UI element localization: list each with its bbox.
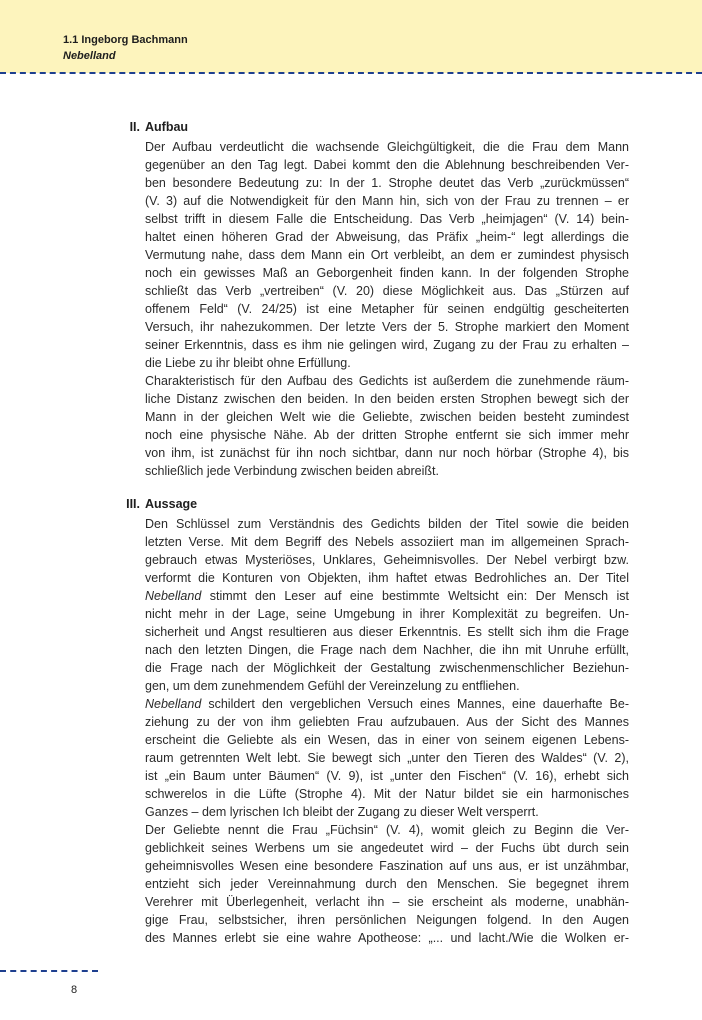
text-line: Vermutung nahe, dass dem Mann ein Ort verbleibt, an dem er zumindest physisch	[145, 248, 629, 262]
text-line: sicherheit und Angst resultieren aus dieser Erkenntnis. Es stellt sich ihm die Frage	[145, 625, 629, 639]
text-line: erscheint die Geliebte als ein Wesen, das in einer von seinem eigenen Lebens-	[145, 733, 629, 747]
text-line: von ihm, ist zunächst für ihn noch sichtbar, dann nur noch hörbar (Strophe 4), bis	[145, 446, 629, 460]
text-line: gige Frau, selbstsicher, ihren persönlichen Neigungen folgend. In den Augen	[145, 913, 629, 927]
text-line: geheimnisvolles Wesen eine besondere Faszination auf uns aus, er ist unzähmbar,	[145, 859, 629, 873]
text-line: die Liebe zu ihr bleibt ohne Erfüllung.	[145, 356, 351, 370]
italic-title: Nebelland	[145, 697, 202, 711]
text-line: Den Schlüssel zum Verständnis des Gedichts bilden der Titel sowie die beiden	[145, 517, 629, 531]
text-line: ziehung zu der von ihm geliebten Frau aufzubauen. Aus der Sicht des Mannes	[145, 715, 629, 729]
text-fragment: schildert den vergeblichen Versuch eines Mannes, eine dauerhafte Be-	[201, 697, 629, 711]
text-line: ben besondere Bedeutung zu: In der 1. Strophe deutet das Verb „zurückmüssen“	[145, 176, 629, 190]
text-line: Ganzes – dem lyrischen Ich bleibt der Zugang zu dieser Welt versperrt.	[145, 805, 539, 819]
text-line: Charakteristisch für den Aufbau des Gedichts ist außerdem die zunehmende räum-	[145, 374, 629, 388]
text-line: gebrauch etwas Mysteriöses, Unklares, Geheimnisvolles. Der Nebel verbirgt bzw.	[145, 553, 629, 567]
text-line: letzten Verse. Mit dem Begriff des Nebels assoziiert man im allgemeinen Sprach-	[145, 535, 629, 549]
text-line: selbst trifft in diesem Falle die Entscheidung. Das Verb „heimjagen“ (V. 14) bein-	[145, 212, 629, 226]
text-line: haltet einen höheren Grad der Abweisung, das Präfix „heim-“ legt allerdings die	[145, 230, 629, 244]
text-line: verformt die Konturen von Objekten, ihm haftet etwas Bedrohliches an. Der Titel	[145, 571, 629, 585]
chapter-label: 1.1 Ingeborg Bachmann	[63, 34, 188, 46]
text-line: des Mannes erlebt sie eine wahre Apotheose: „... und lacht./Wie die Wolken er-	[145, 931, 629, 945]
text-line: liche Distanz zwischen den beiden. In den beiden ersten Strophen bewegt sich der	[145, 392, 629, 406]
text-line: die Frage nach der Möglichkeit der Gestaltung zwischenmenschlicher Beziehun-	[145, 661, 629, 675]
text-line: ist „ein Baum unter Bäumen“ (V. 9), ist „unter den Fischen“ (V. 16), erhebt sich	[145, 769, 629, 783]
text-line: geblichkeit seines Werbens um sie angedeutet wird – der Fuchs übt durch sein	[145, 841, 629, 855]
text-line: gen, um dem zunehmendem Gefühl der Vereinzelung zu entfliehen.	[145, 679, 520, 693]
section-title: Aufbau	[145, 120, 189, 134]
text-line: noch ein gewisses Maß an Geborgenheit finden kann. In der folgenden Strophe	[145, 266, 629, 280]
section-title: Aussage	[145, 497, 198, 511]
header-divider	[0, 72, 702, 74]
footer-divider	[0, 970, 98, 972]
section-number: II.	[129, 120, 140, 134]
text-line: Versuch, ihr nahezukommen. Der letzte Vers der 5. Strophe markiert den Moment	[145, 320, 629, 334]
text-line: entzieht sich jeder Vereinnahmung durch den Menschen. Sie begegnet ihrem	[145, 877, 629, 891]
text-line: Der Geliebte nennt die Frau „Füchsin“ (V. 4), womit gleich zu Beginn die Ver-	[145, 823, 629, 837]
italic-title: Nebelland	[145, 589, 202, 603]
text-line: offenem Feld“ (V. 24/25) ist eine Metapher für seinen endgültig gescheiterten	[145, 302, 629, 316]
text-line: gegenüber an den Tag legt. Dabei kommt den die Ablehnung beschreibenden Ver-	[145, 158, 629, 172]
section-number: III.	[126, 497, 140, 511]
page-header	[0, 0, 702, 73]
text-line: Der Aufbau verdeutlicht die wachsende Gleichgültigkeit, die die Frau dem Mann	[145, 140, 629, 154]
text-fragment: stimmt den Leser auf eine bestimmte Weltsicht ein: Der Mensch ist	[201, 589, 629, 603]
text-line: Mann in der gleichen Welt wie die Geliebte, zwischen beiden besteht zumindest	[145, 410, 629, 424]
text-line: schließt das Verb „vertreiben“ (V. 20) diese Möglichkeit aus. Das „Stürzen auf	[145, 284, 629, 298]
text-line: noch eine physische Nähe. Ab der dritten Strophe entfernt sie sich immer mehr	[145, 428, 629, 442]
text-line: schließlich jede Verbindung zwischen beiden abreißt.	[145, 464, 439, 478]
text-line: schwerelos in die Lüfte (Strophe 4). Mit der Natur bildet sie ein harmonisches	[145, 787, 629, 801]
text-line: Verehrer mit Überlegenheit, verlacht ihn – sie erscheint als moderne, unabhän-	[145, 895, 629, 909]
text-line	[145, 695, 629, 713]
text-line: raum getrennten Welt lebt. Sie bewegt sich „unter den Tieren des Waldes“ (V. 2),	[145, 751, 629, 765]
text-line	[145, 587, 629, 605]
chapter-title: Nebelland	[63, 50, 116, 62]
text-line: nach den letzten Dingen, die Frage nach dem Nachher, die ihn mit Unruhe erfüllt,	[145, 643, 629, 657]
text-line: (V. 3) auf die Notwendigkeit für den Mann hin, sich von der Frau zu trennen – er	[145, 194, 629, 208]
page-number: 8	[71, 984, 78, 996]
text-line: seiner Erkenntnis, dass es ihm nie gelingen wird, Zugang zu der Frau zu erhalten –	[145, 338, 629, 352]
text-line: nicht mehr in der Lage, seine Umgebung in ihrer Komplexität zu begreifen. Un-	[145, 607, 629, 621]
